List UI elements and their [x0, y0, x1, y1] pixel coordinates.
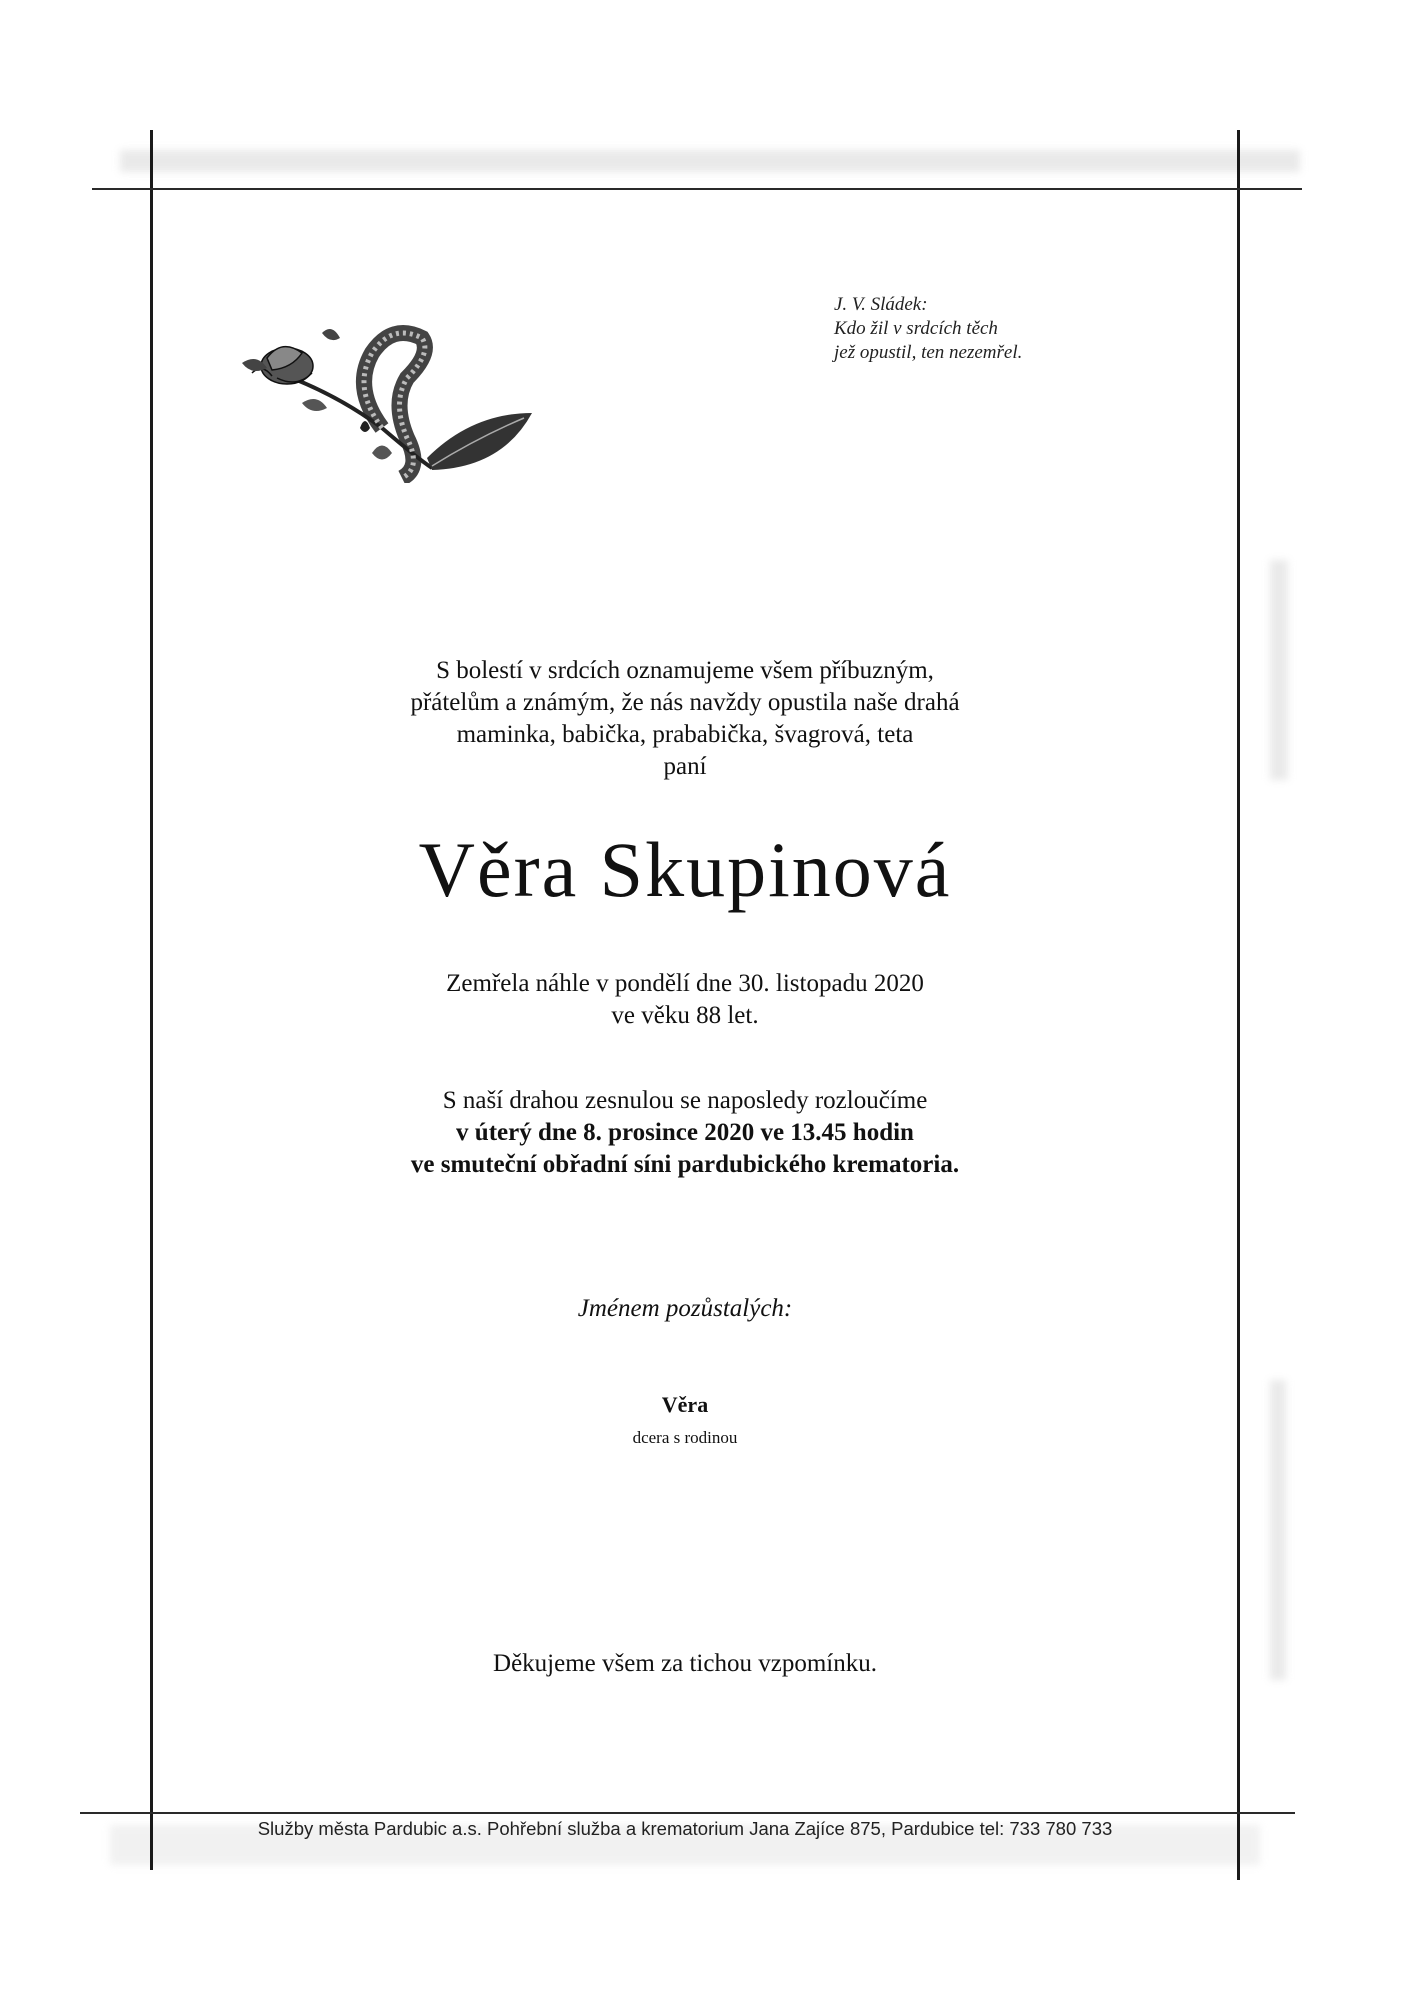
death-info	[150, 968, 1220, 1032]
deceased-name: Věra Skupinová	[418, 826, 952, 913]
footer-contact: Služby města Pardubic a.s. Pohřební služba a krematorium Jana Zajíce 875, Pardubice tel: 733 780 733	[257, 1818, 1113, 1839]
thanks-line: Děkujeme všem za tichou vzpomínku.	[493, 1650, 877, 1677]
bottom-rule	[80, 1812, 1295, 1814]
epigraph-line-2: jež opustil, ten nezemřel.	[834, 342, 1023, 363]
epigraph	[834, 293, 1134, 365]
farewell-date-line: v úterý dne 8. prosince 2020 ve 13.45 hodin	[456, 1119, 914, 1146]
announcement-line-2: přátelům a známým, že nás navždy opustila naše drahá	[410, 689, 960, 716]
epigraph-line-1: Kdo žil v srdcích těch	[834, 318, 998, 339]
epigraph-author: J. V. Sládek:	[834, 294, 928, 315]
on-behalf-heading: Jménem pozůstalých:	[577, 1295, 793, 1322]
announcement	[150, 655, 1220, 783]
right-border-line	[1237, 130, 1240, 1880]
rose-with-ribbon-icon	[232, 318, 562, 483]
farewell-info	[150, 1085, 1220, 1181]
announcement-line-1: S bolestí v srdcích oznamujeme všem příbuzným,	[436, 657, 934, 684]
survivor-relation: dcera s rodinou	[632, 1428, 738, 1447]
death-date-line: Zemřela náhle v pondělí dne 30. listopadu 2020	[446, 970, 924, 997]
death-age-line: ve věku 88 let.	[611, 1002, 759, 1029]
farewell-place-line: ve smuteční obřadní síni pardubického krematoria.	[410, 1151, 960, 1178]
announcement-line-3: maminka, babička, prababička, švagrová, teta	[456, 721, 914, 748]
survivor-name: Věra	[661, 1392, 709, 1417]
announcement-line-4: paní	[663, 753, 707, 780]
farewell-line-1: S naší drahou zesnulou se naposledy rozloučíme	[442, 1087, 928, 1114]
top-rule	[92, 188, 1302, 190]
